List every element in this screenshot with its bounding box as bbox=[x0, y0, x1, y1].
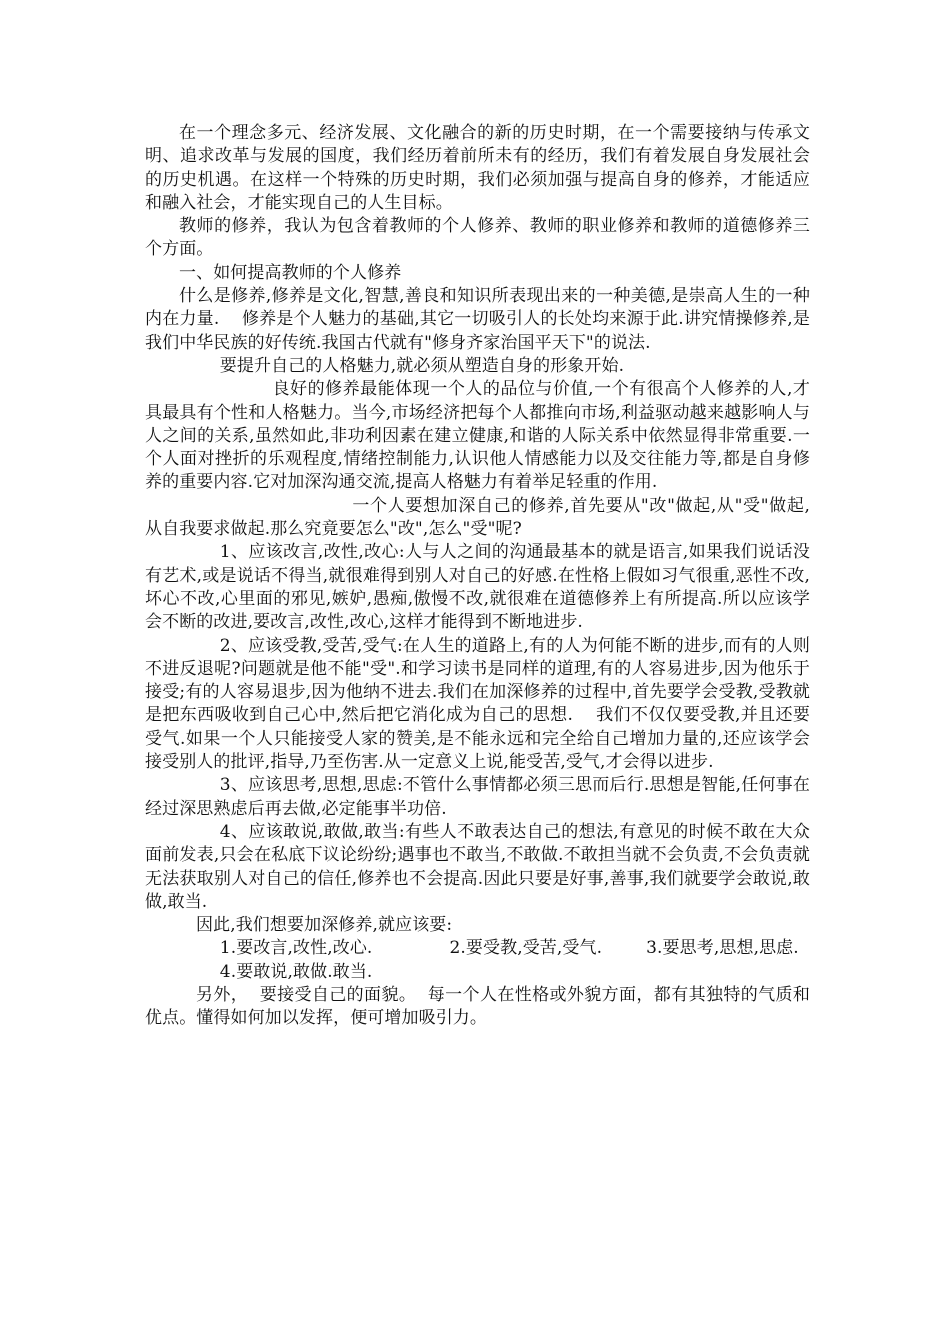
paragraph-teacher-cultivation: 教师的修养，我认为包含着教师的个人修养、教师的职业修养和教师的道德修养三个方面。 bbox=[145, 216, 810, 260]
paragraph-point-4: 4、应该敢说,敢做,敢当:有些人不敢表达自己的想法,有意见的时候不敢在大众面前发表,只会在私底下议论纷纷;遇事也不敢当,不敢做.不敢担当就不会负责,不会负责就无法获取别人对自己的信任,修养也不会提高.因此只要是好事,善事,我们就要学会敢说,敢做,敢当. bbox=[145, 821, 810, 912]
paragraph-gai-shou: 一个人要想加深自己的修养,首先要从"改"做起,从"受"做起,从自我要求做起.那么究竟要怎么"改",怎么"受"呢? bbox=[145, 495, 810, 540]
document-body bbox=[145, 122, 810, 1031]
paragraph-intro: 在一个理念多元、经济发展、文化融合的新的历史时期，在一个需要接纳与传承文明、追求改革与发展的国度，我们经历着前所未有的经历，我们有着发展自身发展社会的历史机遇。在这样一个特殊的历史时期，我们必须加强与提高自身的修养，才能适应和融入社会，才能实现自己的人生目标。 bbox=[145, 123, 810, 213]
paragraph-what-is-cultivation: 什么是修养,修养是文化,智慧,善良和知识所表现出来的一种美德,是崇高人生的一种内在力量. 修养是个人魅力的基础,其它一切吸引人的长处均来源于此.讲究情操修养,是我们中华民族的好传统.我国古代就有"修身齐家治国平天下"的说法. bbox=[145, 286, 810, 353]
paragraph-summary-list: 1.要改言,改性,改心. 2.要受教,受苦,受气. 3.要思考,思想,思虑. bbox=[219, 938, 799, 959]
paragraph-point-2: 2、应该受教,受苦,受气:在人生的道路上,有的人为何能不断的进步,而有的人则不进反退呢?问题就是他不能"受".和学习读书是同样的道理,有的人容易进步,因为他乐于接受;有的人容易退步,因为他纳不进去.我们在加深修养的过程中,首先要学会受教,受教就是把东西吸收到自己心中,然后把它消化成为自己的思想. 我们不仅仅要受教,并且还要受气.如果一个人只能接受人家的赞美,是不能永远和完全给自己增加力量的,还应该学会接受别人的批评,指导,乃至伤害.从一定意义上说,能受苦,受气,才会得以进步. bbox=[145, 635, 810, 773]
paragraph-point-3: 3、应该思考,思想,思虑:不管什么事情都必须三思而后行.思想是智能,任何事在经过深思熟虑后再去做,必定能事半功倍. bbox=[145, 775, 810, 819]
paragraph-good-cultivation: 良好的修养最能体现一个人的品位与价值,一个有很高个人修养的人,才具最具有个性和人格魅力。当今,市场经济把每个人都推向市场,利益驱动越来越影响人与人之间的关系,虽然如此,非功利因素在建立健康,和谐的人际关系中依然显得非常重要.一个人面对挫折的乐观程度,情绪控制能力,认识他人情感能力以及交往能力等,都是自身修养的重要内容.它对加深沟通交流,提高人格魅力有着举足轻重的作用. bbox=[145, 379, 810, 493]
section-heading-personal-cultivation: 一、如何提高教师的个人修养 bbox=[179, 262, 402, 283]
paragraph-appearance: 另外， 要接受自己的面貌。 每一个人在性格或外貌方面，都有其独特的气质和优点。懂得如何加以发挥，便可增加吸引力。 bbox=[145, 984, 810, 1029]
paragraph-point-1: 1、应该改言,改性,改心:人与人之间的沟通最基本的就是语言,如果我们说话没有艺术,或是说话不得当,就很难得到别人对自己的好感.在性格上假如习气很重,恶性不改,坏心不改,心里面的邪见,嫉妒,愚痴,傲慢不改,就很难在道德修养上有所提高.所以应该学会不断的改进,要改言,改性,改心,这样才能得到不断地进步. bbox=[145, 542, 810, 633]
paragraph-therefore: 因此,我们想要加深修养,就应该要: bbox=[196, 915, 453, 936]
paragraph-personal-charm: 要提升自己的人格魅力,就必须从塑造自身的形象开始. bbox=[219, 355, 625, 376]
paragraph-summary-item-4: 4.要敢说,敢做.敢当. bbox=[219, 961, 373, 982]
